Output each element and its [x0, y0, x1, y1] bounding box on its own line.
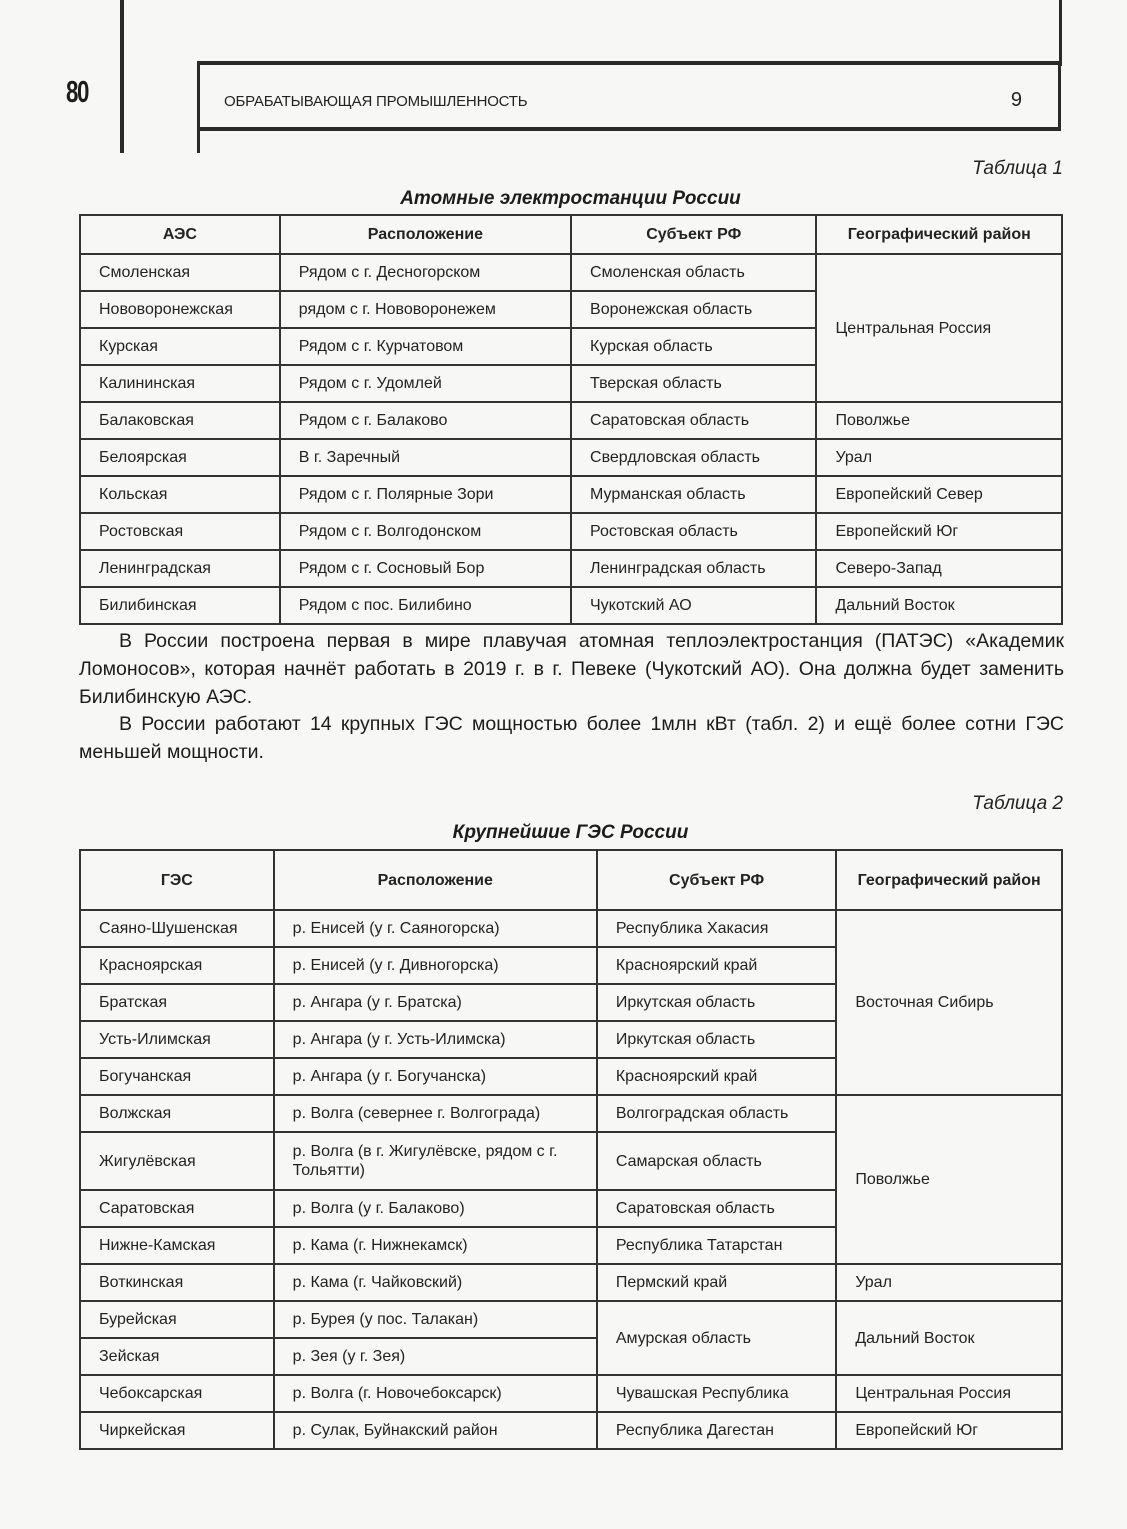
table-row — [80, 1095, 1062, 1132]
plant-region: Европейский Север — [816, 476, 1062, 513]
plant-name: Жигулёвская — [80, 1132, 274, 1190]
table-row — [80, 587, 1062, 624]
nuclear-plants-table — [79, 214, 1063, 625]
plant-region: Поволжье — [836, 1095, 1062, 1264]
plant-location: рядом с г. Нововоронежем — [280, 291, 571, 328]
plant-name: Усть-Илимская — [80, 1021, 274, 1058]
paragraph-hydro: В России работают 14 крупных ГЭС мощностью более 1млн кВт (табл. 2) и ещё более сотни ГЭС меньшей мощности. — [79, 713, 1064, 763]
plant-name: Волжская — [80, 1095, 274, 1132]
plant-name: Зейская — [80, 1338, 274, 1375]
page-number: 80 — [66, 74, 88, 109]
plant-subject: Пермский край — [597, 1264, 836, 1301]
plant-name: Калининская — [80, 365, 280, 402]
table-row — [80, 1412, 1062, 1449]
plant-subject: Тверская область — [571, 365, 816, 402]
plant-name: Балаковская — [80, 402, 280, 439]
table2-title: Крупнейшие ГЭС России — [452, 822, 689, 843]
table-row — [80, 254, 1062, 291]
plant-name: Чебоксарская — [80, 1375, 274, 1412]
plant-subject: Чукотский АО — [571, 587, 816, 624]
plant-subject: Республика Татарстан — [597, 1227, 836, 1264]
plant-location: Рядом с г. Волгодонском — [280, 513, 571, 550]
plant-location: р. Ангара (у г. Усть-Илимска) — [274, 1021, 597, 1058]
plant-location: р. Волга (севернее г. Волгограда) — [274, 1095, 597, 1132]
plant-name: Саратовская — [80, 1190, 274, 1227]
plant-subject: Ленинградская область — [571, 550, 816, 587]
column-header: Географический район — [836, 850, 1062, 910]
plant-subject: Свердловская область — [571, 439, 816, 476]
table-row — [80, 1375, 1062, 1412]
plant-subject: Волгоградская область — [597, 1095, 836, 1132]
table-row — [80, 402, 1062, 439]
plant-name: Богучанская — [80, 1058, 274, 1095]
table-row — [80, 1264, 1062, 1301]
chapter-number: 9 — [1010, 89, 1022, 111]
plant-location: р. Ангара (у г. Братска) — [274, 984, 597, 1021]
header-rule-tail — [197, 131, 200, 153]
plant-region: Поволжье — [816, 402, 1062, 439]
plant-region: Центральная Россия — [836, 1375, 1062, 1412]
plant-name: Саяно-Шушенская — [80, 910, 274, 947]
plant-name: Ленинградская — [80, 550, 280, 587]
plant-subject: Смоленская область — [571, 254, 816, 291]
plant-location: р. Волга (в г. Жигулёвске, рядом с г. Тольятти) — [274, 1132, 597, 1190]
table2-label: Таблица 2 — [972, 793, 1063, 814]
plant-location: р. Зея (у г. Зея) — [274, 1338, 597, 1375]
plant-location: р. Бурея (у пос. Талакан) — [274, 1301, 597, 1338]
table-row — [80, 476, 1062, 513]
column-header: Субъект РФ — [597, 850, 836, 910]
plant-region: Урал — [816, 439, 1062, 476]
table-header-row — [80, 850, 1062, 910]
plant-location: р. Кама (г. Нижнекамск) — [274, 1227, 597, 1264]
plant-name: Белоярская — [80, 439, 280, 476]
plant-subject: Амурская область — [597, 1301, 836, 1375]
running-header — [197, 61, 1061, 131]
column-header: Географический район — [816, 215, 1062, 254]
plant-subject: Мурманская область — [571, 476, 816, 513]
plant-location: Рядом с г. Курчатовом — [280, 328, 571, 365]
plant-name: Смоленская — [80, 254, 280, 291]
plant-subject: Самарская область — [597, 1132, 836, 1190]
plant-location: Рядом с пос. Билибино — [280, 587, 571, 624]
plant-name: Билибинская — [80, 587, 280, 624]
plant-name: Кольская — [80, 476, 280, 513]
plant-name: Ростовская — [80, 513, 280, 550]
plant-location: р. Енисей (у г. Саяногорска) — [274, 910, 597, 947]
table-row — [80, 513, 1062, 550]
plant-name: Курская — [80, 328, 280, 365]
plant-subject: Саратовская область — [597, 1190, 836, 1227]
plant-location: Рядом с г. Удомлей — [280, 365, 571, 402]
plant-region: Северо-Запад — [816, 550, 1062, 587]
hydro-plants-table — [79, 849, 1063, 1450]
plant-location: р. Ангара (у г. Богучанска) — [274, 1058, 597, 1095]
plant-name: Нижне-Камская — [80, 1227, 274, 1264]
plant-region: Дальний Восток — [836, 1301, 1062, 1375]
plant-region: Урал — [836, 1264, 1062, 1301]
table1-label: Таблица 1 — [972, 158, 1063, 179]
plant-location: р. Енисей (у г. Дивногорска) — [274, 947, 597, 984]
plant-name: Воткинская — [80, 1264, 274, 1301]
plant-region: Европейский Юг — [816, 513, 1062, 550]
column-header: АЭС — [80, 215, 280, 254]
plant-location: р. Волга (у г. Балаково) — [274, 1190, 597, 1227]
column-header: Расположение — [280, 215, 571, 254]
plant-subject: Иркутская область — [597, 984, 836, 1021]
plant-location: р. Сулак, Буйнакский район — [274, 1412, 597, 1449]
plant-location: Рядом с г. Сосновый Бор — [280, 550, 571, 587]
plant-name: Братская — [80, 984, 274, 1021]
plant-subject: Саратовская область — [571, 402, 816, 439]
plant-location: р. Кама (г. Чайковский) — [274, 1264, 597, 1301]
plant-subject: Ростовская область — [571, 513, 816, 550]
plant-location: В г. Заречный — [280, 439, 571, 476]
table-header-row — [80, 215, 1062, 254]
plant-region: Центральная Россия — [816, 254, 1062, 402]
column-header: Субъект РФ — [571, 215, 816, 254]
paragraph-patec: В России построена первая в мире плавучая атомная теплоэлектростанция (ПАТЭС) «Академик Ломоносов», которая начнёт работать в 2019 г. в г. Певеке (Чукотский АО). Она должна будет заменить Билибинскую АЭС. — [79, 630, 1064, 708]
plant-subject: Курская область — [571, 328, 816, 365]
column-header: ГЭС — [80, 850, 274, 910]
plant-subject: Красноярский край — [597, 947, 836, 984]
plant-name: Чиркейская — [80, 1412, 274, 1449]
table1-title: Атомные электростанции России — [400, 188, 741, 209]
plant-name: Бурейская — [80, 1301, 274, 1338]
plant-subject: Чувашская Республика — [597, 1375, 836, 1412]
plant-region: Дальний Восток — [816, 587, 1062, 624]
chapter-title: ОБРАБАТЫВАЮЩАЯ ПРОМЫШЛЕННОСТЬ — [224, 93, 528, 110]
table-row — [80, 910, 1062, 947]
plant-location: Рядом с г. Десногорском — [280, 254, 571, 291]
table-row — [80, 550, 1062, 587]
margin-rule-left — [120, 0, 124, 153]
plant-region: Европейский Юг — [836, 1412, 1062, 1449]
plant-name: Красноярская — [80, 947, 274, 984]
plant-location: р. Волга (г. Новочебоксарск) — [274, 1375, 597, 1412]
plant-subject: Воронежская область — [571, 291, 816, 328]
plant-subject: Республика Дагестан — [597, 1412, 836, 1449]
plant-subject: Республика Хакасия — [597, 910, 836, 947]
plant-location: Рядом с г. Балаково — [280, 402, 571, 439]
plant-subject: Красноярский край — [597, 1058, 836, 1095]
plant-subject: Иркутская область — [597, 1021, 836, 1058]
table-row — [80, 1301, 1062, 1338]
column-header: Расположение — [274, 850, 597, 910]
plant-location: Рядом с г. Полярные Зори — [280, 476, 571, 513]
plant-region: Восточная Сибирь — [836, 910, 1062, 1095]
table-row — [80, 439, 1062, 476]
margin-rule-right — [1059, 0, 1062, 66]
plant-name: Нововоронежская — [80, 291, 280, 328]
